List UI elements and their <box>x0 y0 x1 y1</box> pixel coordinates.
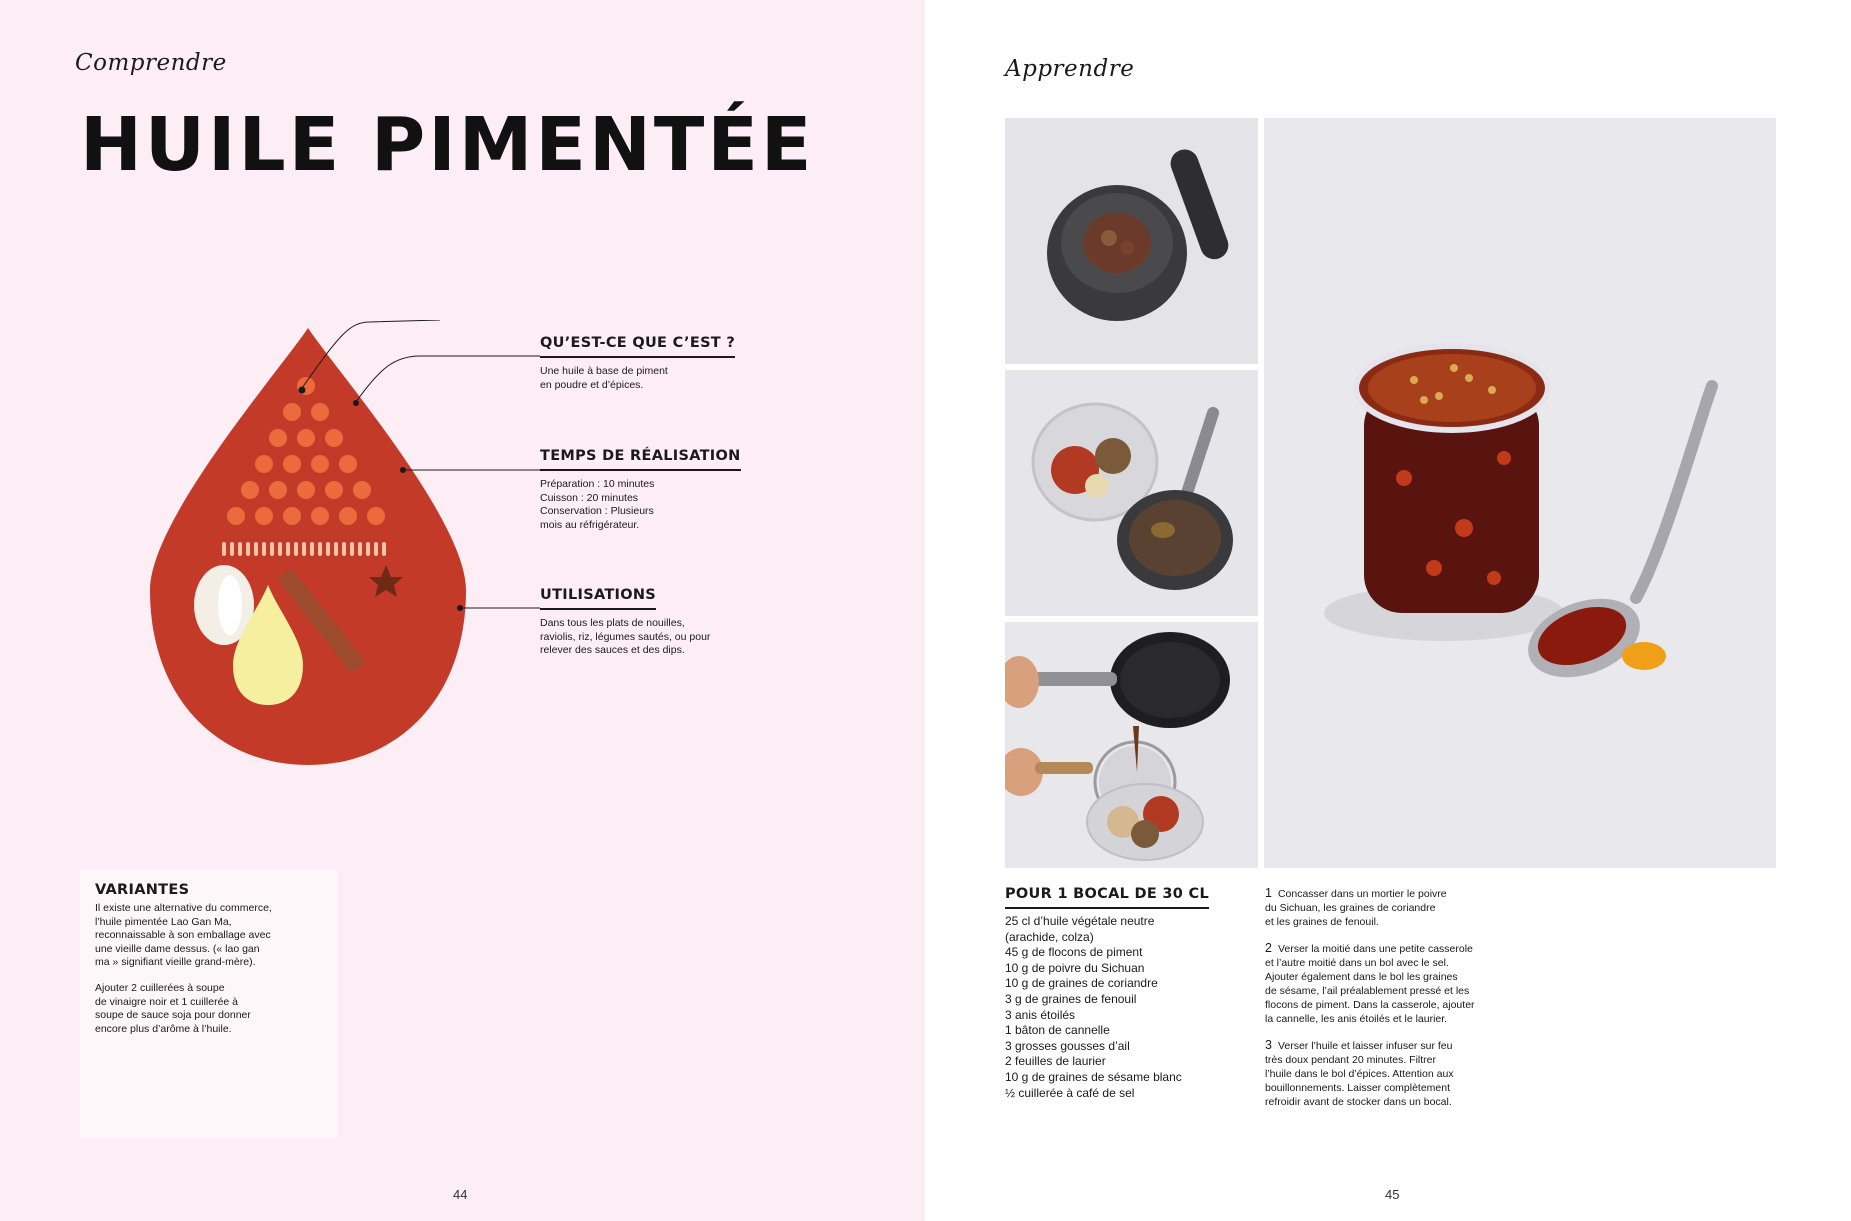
callout-heading: TEMPS DE RÉALISATION <box>540 448 741 471</box>
callout-connectors <box>0 0 925 700</box>
variantes-heading: VARIANTES <box>95 882 190 898</box>
photo-chili-oil-jar <box>1264 118 1776 868</box>
page-number-left: 44 <box>453 1187 468 1202</box>
recipe-step-1: 1 Concasser dans un mortier le poivre du Sichuan, les graines de coriandre et les graines de fenouil. <box>1265 886 1447 928</box>
right-page <box>925 0 1851 1221</box>
ingredient-item: 3 grosses gousses d’ail <box>1005 1038 1130 1053</box>
recipe-step-3: 3 Verser l’huile et laisser infuser sur feu très doux pendant 20 minutes. Filtrer l’huile dans le bol d’épices. Attention aux bouillonnements. Laisser complètement refroidir avant de stocker dans un bocal. <box>1265 1038 1454 1108</box>
callout-uses <box>540 586 780 658</box>
variantes-paragraph-2: Ajouter 2 cuillerées à soupe de vinaigre noir et 1 cuillerée à soupe de sauce soja pour donner encore plus d’arôme à l’huile. <box>95 982 251 1035</box>
ingredient-item: 25 cl d’huile végétale neutre <box>1005 914 1155 928</box>
ingredient-item: ½ cuillerée à café de sel <box>1005 1085 1135 1100</box>
variantes-paragraph-1: Il existe une alternative du commerce, l’huile pimentée Lao Gan Ma, reconnaissable à son emballage avec une vieille dame dessus. (« lao gan ma » signifiant vieille grand-mère). <box>95 902 272 968</box>
callout-text: Dans tous les plats de nouilles, raviolis, riz, légumes sautés, ou pour relever des sauces et des dips. <box>540 617 711 656</box>
callout-heading: UTILISATIONS <box>540 587 656 610</box>
ingredient-item: 3 g de graines de fenouil <box>1005 991 1137 1006</box>
ingredients-title: POUR 1 BOCAL DE 30 CL <box>1005 886 1209 909</box>
callout-preparation-time <box>540 447 780 532</box>
photo-pouring-oil <box>1005 622 1258 868</box>
left-page <box>0 0 925 1221</box>
ingredient-item: 2 feuilles de laurier <box>1005 1054 1106 1069</box>
callout-text: Une huile à base de piment en poudre et d’épices. <box>540 365 668 391</box>
recipe-step-2: 2 Verser la moitié dans une petite casserole et l’autre moitié dans un bol avec le sel. Ajouter également dans le bol les graines de sésame, l’ail préalablement pressé et les flocons de piment. Dans la casserole, ajouter la cannelle, les anis étoilés et le laurier. <box>1265 941 1475 1025</box>
ingredient-item: 45 g de flocons de piment <box>1005 945 1143 960</box>
variantes-box <box>80 870 338 1138</box>
ingredient-item: 3 anis étoilés <box>1005 1007 1076 1022</box>
page-number-right: 45 <box>1385 1187 1400 1202</box>
page-title: HUILE PIMENTÉE <box>80 102 815 188</box>
section-kicker-apprendre: Apprendre <box>1005 56 1135 82</box>
section-kicker-comprendre: Comprendre <box>75 50 227 76</box>
photo-bowl-saucepan <box>1005 370 1258 616</box>
ingredient-item: 10 g de graines de coriandre <box>1005 976 1158 991</box>
callout-text: Préparation : 10 minutes Cuisson : 20 minutes Conservation : Plusieurs mois au réfrigérateur. <box>540 478 655 531</box>
ingredient-item: 1 bâton de cannelle <box>1005 1023 1110 1038</box>
ingredient-item: 10 g de poivre du Sichuan <box>1005 960 1145 975</box>
photo-mortar-pestle <box>1005 118 1258 364</box>
ingredients-list <box>1005 914 1182 1101</box>
ingredient-item: (arachide, colza) <box>1005 929 1094 944</box>
callout-heading: QU’EST-CE QUE C’EST ? <box>540 335 735 358</box>
recipe-steps <box>1265 886 1527 1121</box>
callout-what-is-it <box>540 334 780 392</box>
ingredient-item: 10 g de graines de sésame blanc <box>1005 1069 1182 1084</box>
